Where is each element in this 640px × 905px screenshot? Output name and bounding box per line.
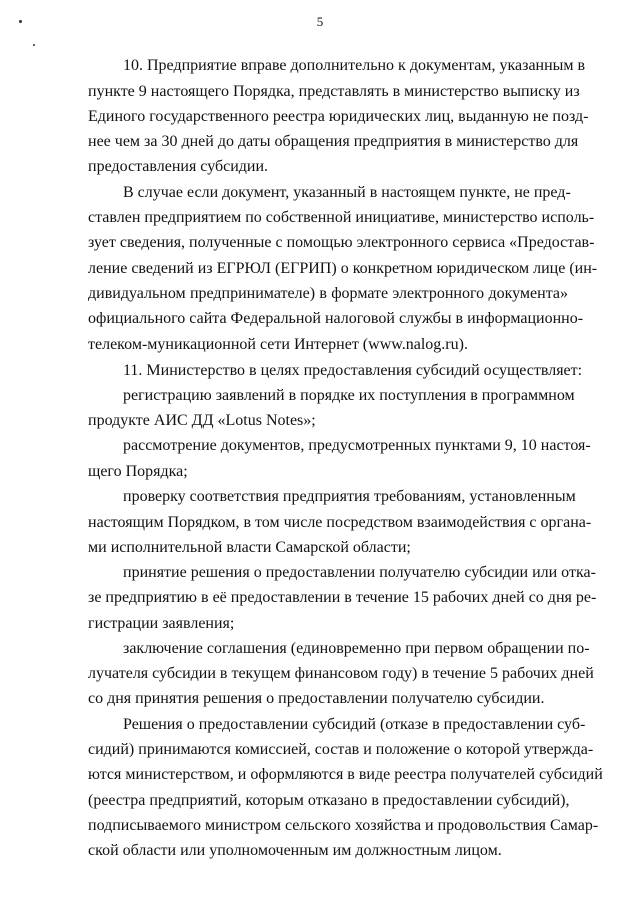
page-number: 5 xyxy=(316,14,324,29)
text-line: Единого государственного реестра юридических лиц, выданную не позд- xyxy=(88,108,589,125)
text-line: лучателя субсидии в текущем финансовом году) в течение 5 рабочих дней xyxy=(88,665,594,682)
text-line: настоящим Порядком, в том числе посредством взаимодействия с органа- xyxy=(88,514,592,531)
text-line: продукте АИС ДД «Lotus Notes»; xyxy=(88,412,316,429)
text-line: ставлен предприятием по собственной инициативе, министерство исполь- xyxy=(88,209,595,226)
text-line: нее чем за 30 дней до даты обращения предприятия в министерство для xyxy=(88,133,579,150)
text-line: принятие решения о предоставлении получателю субсидии или отка- xyxy=(123,564,596,581)
text-line: ской области или уполномоченным им должностным лицом. xyxy=(88,842,502,859)
text-line: 11. Министерство в целях предоставления субсидий осуществляет: xyxy=(123,362,583,379)
text-line: заключение соглашения (единовременно при первом обращении по- xyxy=(123,640,590,657)
text-line: телеком-муникационной сети Интернет (www.nalog.ru). xyxy=(88,336,468,353)
scan-speck xyxy=(33,44,35,46)
text-line: регистрацию заявлений в порядке их поступления в программном xyxy=(123,387,575,404)
text-line: со дня принятия решения о предоставлении получателю субсидии. xyxy=(88,690,545,707)
text-line: 10. Предприятие вправе дополнительно к документам, указанным в xyxy=(123,57,586,74)
text-line: (реестра предприятий, которым отказано в предоставлении субсидий), xyxy=(88,792,570,809)
text-line: зует сведения, полученные с помощью электронного сервиса «Предостав- xyxy=(88,234,595,251)
text-line: щего Порядка; xyxy=(88,463,188,480)
text-line: проверку соответствия предприятия требованиям, установленным xyxy=(123,488,576,505)
text-line: сидий) принимаются комиссией, состав и положение о которой утвержда- xyxy=(88,741,594,758)
text-line: гистрации заявления; xyxy=(88,615,235,632)
text-line: подписываемого министром сельского хозяйства и продовольствия Самар- xyxy=(88,817,599,834)
text-line: ются министерством, и оформляются в виде реестра получателей субсидий xyxy=(88,766,603,783)
text-line: Решения о предоставлении субсидий (отказе в предоставлении суб- xyxy=(123,716,586,733)
text-line: рассмотрение документов, предусмотренных пунктами 9, 10 настоя- xyxy=(123,437,591,454)
text-line: пункте 9 настоящего Порядка, представлять в министерство выписку из xyxy=(88,83,580,100)
text-line: В случае если документ, указанный в настоящем пункте, не пред- xyxy=(123,184,571,201)
text-line: ми исполнительной власти Самарской области; xyxy=(88,539,411,556)
text-line: ление сведений из ЕГРЮЛ (ЕГРИП) о конкретном юридическом лице (ин- xyxy=(88,260,598,277)
text-line: предоставления субсидии. xyxy=(88,158,269,175)
scan-speck xyxy=(19,20,22,23)
text-line: зе предприятию в её предоставлении в течение 15 рабочих дней со дня ре- xyxy=(88,589,597,606)
text-line: официального сайта Федеральной налоговой службы в информационно- xyxy=(88,310,584,327)
text-line: дивидуальном предпринимателе) в формате электронного документа» xyxy=(88,285,568,302)
